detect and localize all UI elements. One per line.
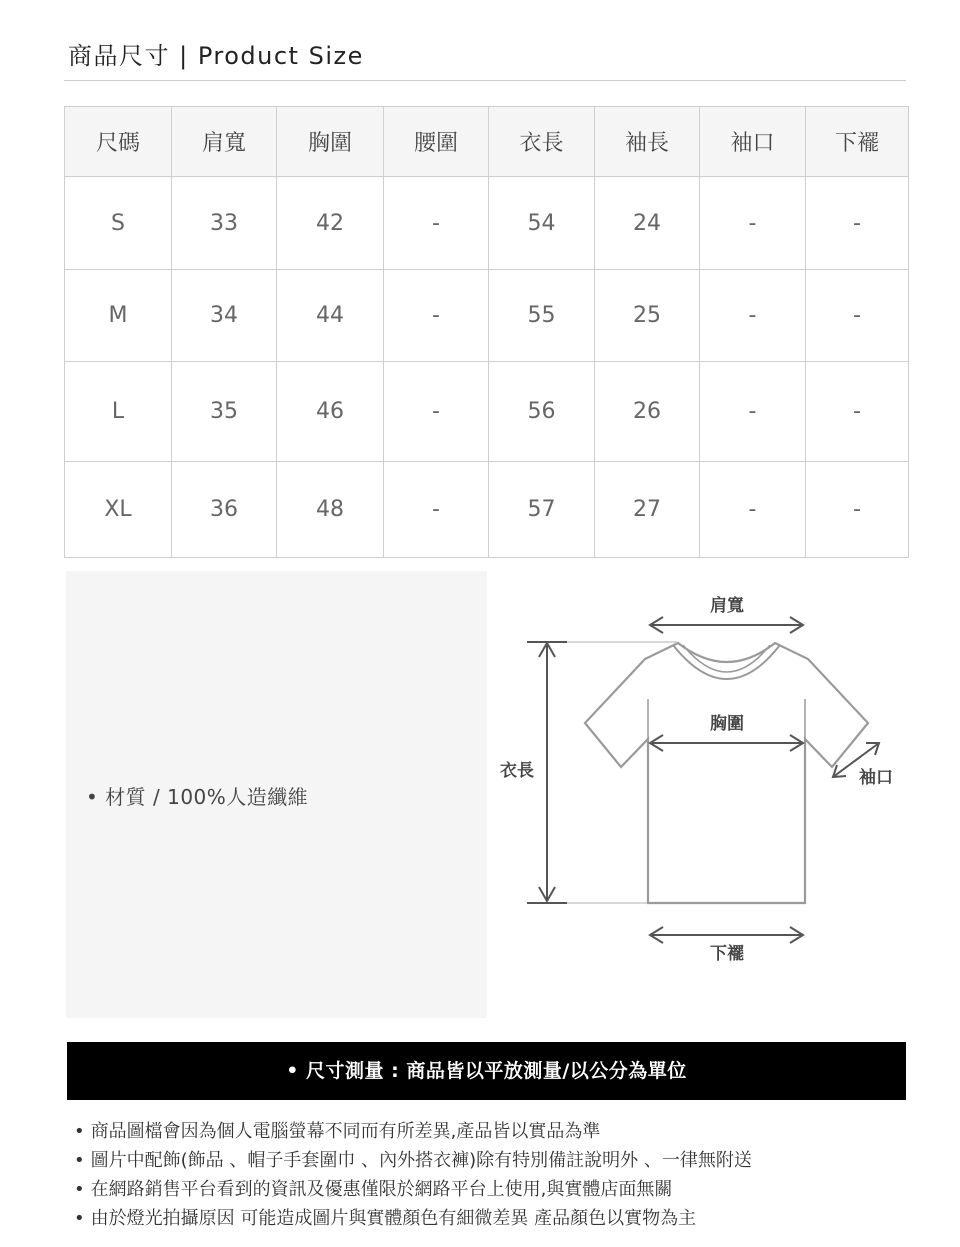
material-label: • 材質 / 100%人造纖維 bbox=[86, 785, 309, 809]
shoulder-label: 肩寬 bbox=[710, 596, 744, 616]
size-table-header bbox=[65, 107, 909, 177]
notes-list bbox=[74, 1117, 752, 1233]
header-chest: 胸圍 bbox=[277, 107, 384, 177]
header-sleeve: 袖長 bbox=[595, 107, 700, 177]
header-cuff: 袖口 bbox=[700, 107, 806, 177]
table-cell: 35 bbox=[172, 362, 277, 462]
table-cell: - bbox=[700, 177, 806, 270]
table-cell: - bbox=[384, 362, 489, 462]
header-size: 尺碼 bbox=[65, 107, 172, 177]
table-cell: 33 bbox=[172, 177, 277, 270]
table-cell: - bbox=[700, 270, 806, 362]
table-cell: 55 bbox=[489, 270, 595, 362]
header-length: 衣長 bbox=[489, 107, 595, 177]
page-title: 商品尺寸 | Product Size bbox=[68, 42, 364, 70]
table-cell: 24 bbox=[595, 177, 700, 270]
table-row bbox=[65, 270, 909, 362]
table-cell: 27 bbox=[595, 462, 700, 558]
table-cell: 46 bbox=[277, 362, 384, 462]
table-row bbox=[65, 462, 909, 558]
table-cell: M bbox=[65, 270, 172, 362]
table-cell: - bbox=[384, 177, 489, 270]
table-cell: - bbox=[700, 362, 806, 462]
tshirt-outline bbox=[585, 643, 868, 903]
measurement-banner: • 尺寸測量 : 商品皆以平放測量/以公分為單位 bbox=[67, 1042, 906, 1100]
cuff-label: 袖口 bbox=[859, 768, 893, 788]
header-waist: 腰圍 bbox=[384, 107, 489, 177]
table-cell: - bbox=[384, 270, 489, 362]
table-cell: - bbox=[806, 462, 909, 558]
table-cell: 56 bbox=[489, 362, 595, 462]
list-item: • 圖片中配飾(飾品 、帽子手套圍巾 、內外搭衣褲)除有特別備註說明外 、一律無附送 bbox=[74, 1146, 752, 1175]
table-cell: - bbox=[806, 270, 909, 362]
table-cell: XL bbox=[65, 462, 172, 558]
table-cell: - bbox=[384, 462, 489, 558]
header-shoulder: 肩寬 bbox=[172, 107, 277, 177]
list-item: • 由於燈光拍攝原因 可能造成圖片與實體顏色有細微差異 產品顏色以實物為主 bbox=[74, 1204, 752, 1233]
table-cell: - bbox=[700, 462, 806, 558]
table-cell: 34 bbox=[172, 270, 277, 362]
table-cell: 57 bbox=[489, 462, 595, 558]
tshirt-measurement-diagram bbox=[487, 571, 907, 1018]
table-cell: 25 bbox=[595, 270, 700, 362]
hem-label: 下襬 bbox=[710, 944, 744, 964]
table-cell: 44 bbox=[277, 270, 384, 362]
table-cell: 48 bbox=[277, 462, 384, 558]
table-cell: 26 bbox=[595, 362, 700, 462]
title-divider bbox=[64, 80, 906, 81]
table-cell: S bbox=[65, 177, 172, 270]
table-cell: - bbox=[806, 362, 909, 462]
table-cell: 42 bbox=[277, 177, 384, 270]
table-cell: L bbox=[65, 362, 172, 462]
header-hem: 下襬 bbox=[806, 107, 909, 177]
chest-label: 胸圍 bbox=[710, 714, 744, 734]
list-item: • 商品圖檔會因為個人電腦螢幕不同而有所差異,產品皆以實品為準 bbox=[74, 1117, 752, 1146]
table-row bbox=[65, 177, 909, 270]
table-row bbox=[65, 362, 909, 462]
length-label: 衣長 bbox=[500, 761, 534, 781]
table-cell: - bbox=[806, 177, 909, 270]
table-cell: 54 bbox=[489, 177, 595, 270]
table-cell: 36 bbox=[172, 462, 277, 558]
size-table bbox=[64, 106, 909, 558]
list-item: • 在網路銷售平台看到的資訊及優惠僅限於網路平台上使用,與實體店面無關 bbox=[74, 1175, 752, 1204]
